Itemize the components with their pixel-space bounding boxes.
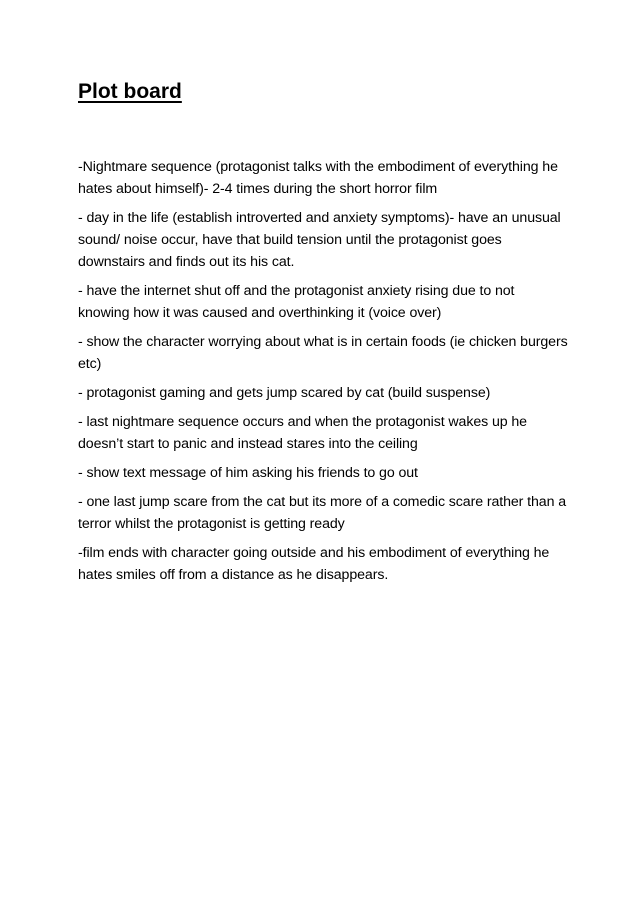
plot-point: - show text message of him asking his friends to go out	[78, 465, 418, 481]
plot-point: - last nightmare sequence occurs and when the protagonist wakes up he doesn’t start to panic and instead stares into the ceiling	[78, 414, 527, 452]
plot-point: - day in the life (establish introverted and anxiety symptoms)- have an unusual sound/ noise occur, have that build tension until the protagonist goes downstairs and finds out its his cat.	[78, 210, 561, 270]
plot-point: - one last jump scare from the cat but its more of a comedic scare rather than a terror whilst the protagonist is getting ready	[78, 494, 566, 532]
plot-point: - show the character worrying about what is in certain foods (ie chicken burgers etc)	[78, 334, 568, 372]
page-title: Plot board	[78, 80, 182, 103]
plot-point: - protagonist gaming and gets jump scared by cat (build suspense)	[78, 385, 491, 401]
plot-point: -film ends with character going outside and his embodiment of everything he hates smiles off from a distance as he disappears.	[78, 545, 550, 583]
plot-point: -Nightmare sequence (protagonist talks with the embodiment of everything he hates about himself)- 2-4 times during the short horror film	[78, 159, 558, 197]
plot-point: - have the internet shut off and the protagonist anxiety rising due to not knowing how it was caused and overthinking it (voice over)	[78, 283, 515, 321]
document-body	[78, 156, 568, 593]
